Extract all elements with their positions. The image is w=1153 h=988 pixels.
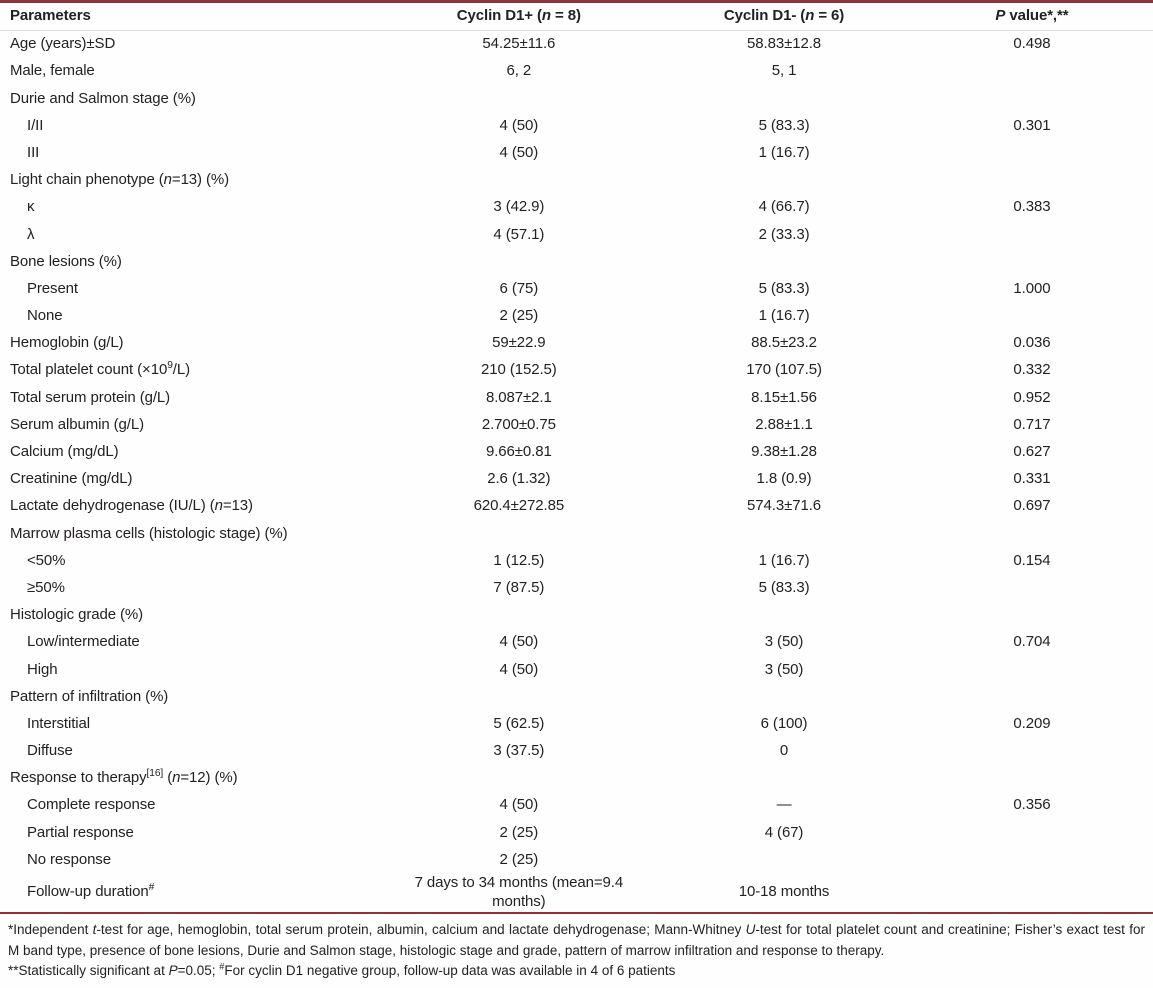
cyclin-d1-positive-cell: 8.087±2.1 (485, 388, 552, 406)
p-value-cell: 0.697 (1013, 497, 1051, 515)
cyclin-d1-positive-cell: 7 (87.5) (493, 578, 545, 596)
cyclin-d1-positive-cell (380, 765, 657, 792)
cyclin-d1-negative-cell: 3 (50) (764, 660, 804, 678)
cyclin-d1-positive-cell (380, 167, 657, 194)
column-header-p-value: P value*,** (911, 3, 1153, 31)
table-row (0, 656, 1153, 683)
p-value-cell (911, 656, 1153, 683)
cyclin-d1-positive-cell: 9.66±0.81 (485, 443, 552, 461)
table-row (0, 874, 1153, 912)
cyclin-d1-negative-cell: 5 (83.3) (758, 279, 810, 297)
column-header-cyclin-d1-negative: Cyclin D1- (n = 6) (657, 3, 911, 31)
cyclin-d1-positive-cell: 4 (50) (499, 660, 539, 678)
param-cell: Lactate dehydrogenase (IU/L) (n=13) (10, 497, 253, 515)
p-value-cell (911, 520, 1153, 547)
cyclin-d1-negative-cell: 88.5±23.2 (751, 334, 817, 352)
p-value-cell (911, 874, 1153, 912)
param-cell: Follow-up duration# (27, 882, 155, 901)
param-cell: Diffuse (27, 742, 73, 760)
cyclin-d1-negative-cell: 2 (33.3) (758, 225, 810, 243)
p-value-cell: 0.301 (1013, 116, 1051, 134)
p-value-cell: 0.717 (1013, 415, 1051, 433)
cyclin-d1-negative-cell: 1 (16.7) (758, 143, 810, 161)
table-row (0, 765, 1153, 792)
p-value-cell (911, 221, 1153, 248)
param-cell: Interstitial (27, 714, 90, 732)
table-row (0, 493, 1153, 520)
param-cell: Hemoglobin (g/L) (10, 334, 124, 352)
cyclin-d1-positive-cell: 3 (37.5) (493, 742, 545, 760)
table-row (0, 575, 1153, 602)
table-row (0, 684, 1153, 711)
cyclin-d1-positive-cell: 2 (25) (499, 850, 539, 868)
p-value-cell (911, 249, 1153, 276)
cyclin-d1-negative-cell: 574.3±71.6 (747, 497, 822, 515)
p-value-cell (911, 847, 1153, 874)
footnote-significance: **Statistically significant at P=0.05; #For cyclin D1 negative group, follow-up data was available in 4 of 6 patients (8, 961, 676, 979)
footnote-statistical-tests: *Independent t-test for age, hemoglobin, total serum protein, albumin, calcium and lactate dehydrogenase; Mann-Whitney U-test for total platelet count and creatinine; Fisher’s exact test for M band type, presence of bone lesions, Durie and Salmon stage, histologic stage and grade, pattern of marrow infiltration and response to therapy. (8, 922, 1145, 958)
param-cell: Male, female (10, 62, 95, 80)
table-row (0, 194, 1153, 221)
cyclin-d1-positive-cell: 210 (152.5) (481, 361, 557, 379)
cyclin-d1-positive-cell: 4 (50) (499, 143, 539, 161)
cyclin-d1-negative-cell: 170 (107.5) (746, 361, 822, 379)
p-value-cell: 0.356 (1013, 796, 1051, 814)
p-value-cell (911, 58, 1153, 85)
p-value-cell (911, 738, 1153, 765)
table-row (0, 221, 1153, 248)
cyclin-d1-negative-cell (657, 249, 911, 276)
cyclin-d1-positive-cell: 6, 2 (506, 62, 532, 80)
param-cell: Complete response (27, 796, 156, 814)
cyclin-d1-negative-cell: 9.38±1.28 (751, 443, 817, 461)
cyclin-d1-negative-cell: 4 (66.7) (758, 198, 810, 216)
table-header (0, 3, 1153, 31)
param-cell: No response (27, 850, 111, 868)
p-value-cell: 0.036 (1013, 334, 1051, 352)
param-cell: High (27, 660, 58, 678)
table-row (0, 167, 1153, 194)
p-value-cell (911, 85, 1153, 112)
table-row (0, 602, 1153, 629)
cyclin-d1-positive-cell (380, 602, 657, 629)
p-value-cell (911, 303, 1153, 330)
cyclin-d1-negative-cell: 1 (16.7) (758, 551, 810, 569)
p-value-cell (911, 684, 1153, 711)
param-cell: I/II (27, 116, 44, 134)
patient-characteristics-table (0, 3, 1153, 911)
p-value-cell: 0.704 (1013, 633, 1051, 651)
table-body (0, 31, 1153, 912)
cyclin-d1-positive-cell: 4 (57.1) (493, 225, 545, 243)
cyclin-d1-positive-cell: 2.6 (1.32) (487, 470, 551, 488)
cyclin-d1-negative-cell: 10-18 months (738, 883, 830, 901)
param-cell: Age (years)±SD (10, 35, 116, 53)
cyclin-d1-positive-cell: 7 days to 34 months (mean=9.4 months) (414, 873, 624, 910)
cyclin-d1-positive-cell: 6 (75) (499, 279, 539, 297)
cyclin-d1-positive-cell: 5 (62.5) (493, 714, 545, 732)
param-cell: Durie and Salmon stage (%) (10, 89, 196, 107)
param-cell: Light chain phenotype (n=13) (%) (10, 171, 230, 189)
table-row (0, 357, 1153, 384)
cyclin-d1-negative-cell: 4 (67) (764, 823, 804, 841)
cyclin-d1-positive-cell: 2.700±0.75 (481, 415, 556, 433)
cyclin-d1-positive-cell: 4 (50) (499, 116, 539, 134)
table-row (0, 58, 1153, 85)
param-cell: Present (27, 279, 78, 297)
table-row (0, 711, 1153, 738)
param-cell: Partial response (27, 823, 134, 841)
cyclin-d1-negative-cell (657, 765, 911, 792)
param-cell: ≥50% (27, 578, 65, 596)
column-header-parameters: Parameters (0, 3, 380, 31)
cyclin-d1-positive-cell: 1 (12.5) (493, 551, 545, 569)
cyclin-d1-positive-cell: 54.25±11.6 (482, 35, 556, 53)
table-row (0, 85, 1153, 112)
param-cell: Total platelet count $(\times 10^9/L)$ (10, 360, 190, 379)
table-row (0, 249, 1153, 276)
cyclin-d1-negative-cell (657, 167, 911, 194)
p-value-cell (911, 819, 1153, 846)
param-cell: Total serum protein (g/L) (10, 388, 171, 406)
param-cell: Pattern of infiltration (%) (10, 687, 169, 705)
cyclin-d1-positive-cell: 2 (25) (499, 823, 539, 841)
p-value-cell: 0.154 (1013, 551, 1051, 569)
param-cell: Marrow plasma cells (histologic stage) (%) (10, 524, 288, 542)
cyclin-d1-negative-cell: 1.8 (0.9) (756, 470, 812, 488)
cyclin-d1-negative-cell (657, 602, 911, 629)
cyclin-d1-positive-cell (380, 684, 657, 711)
table-row (0, 412, 1153, 439)
p-value-cell: 0.627 (1013, 443, 1051, 461)
header-row (0, 3, 1153, 31)
cyclin-d1-negative-cell: 6 (100) (760, 714, 808, 732)
p-value-cell: 0.209 (1013, 714, 1051, 732)
table-row (0, 330, 1153, 357)
table-row (0, 792, 1153, 819)
cyclin-d1-positive-cell (380, 520, 657, 547)
p-value-cell (911, 167, 1153, 194)
column-header-cyclin-d1-positive: Cyclin D1+ (n = 8) (380, 3, 657, 31)
param-cell: <50% (27, 551, 66, 569)
table-row (0, 819, 1153, 846)
cyclin-d1-negative-cell: 58.83±12.8 (747, 35, 822, 53)
p-value-cell: 1.000 (1013, 279, 1051, 297)
cyclin-d1-negative-cell: — (776, 796, 792, 814)
p-value-cell (911, 140, 1153, 167)
cyclin-d1-negative-cell (657, 684, 911, 711)
cyclin-d1-positive-cell: 59±22.9 (492, 334, 546, 352)
p-value-cell: 0.331 (1013, 470, 1051, 488)
cyclin-d1-negative-cell: 5 (83.3) (758, 116, 810, 134)
cyclin-d1-negative-cell: 2.88±1.1 (755, 415, 813, 433)
cyclin-d1-negative-cell: 5 (83.3) (758, 578, 810, 596)
table-row (0, 629, 1153, 656)
table-footnotes (0, 912, 1153, 982)
table-row (0, 738, 1153, 765)
p-value-cell: 0.498 (1013, 35, 1051, 53)
table-row (0, 847, 1153, 874)
table-row (0, 303, 1153, 330)
cyclin-d1-positive-cell (380, 85, 657, 112)
table-row (0, 548, 1153, 575)
cyclin-d1-negative-cell: 0 (779, 742, 789, 760)
param-cell: Serum albumin (g/L) (10, 415, 144, 433)
table-row (0, 439, 1153, 466)
cyclin-d1-positive-cell: 620.4±272.85 (473, 497, 565, 515)
table-row (0, 113, 1153, 140)
param-cell: κ (27, 198, 35, 216)
cyclin-d1-negative-cell (657, 85, 911, 112)
p-value-cell: 0.952 (1013, 388, 1051, 406)
p-value-cell: 0.383 (1013, 198, 1051, 216)
cyclin-d1-positive-cell: 2 (25) (499, 307, 539, 325)
param-cell: λ (27, 225, 35, 243)
cyclin-d1-negative-cell (657, 520, 911, 547)
cyclin-d1-negative-cell (657, 847, 911, 874)
param-cell: Histologic grade (%) (10, 606, 144, 624)
table-row (0, 466, 1153, 493)
param-cell: III (27, 143, 40, 161)
p-value-cell (911, 602, 1153, 629)
cyclin-d1-positive-cell: 4 (50) (499, 633, 539, 651)
param-cell: Bone lesions (%) (10, 252, 122, 270)
cyclin-d1-positive-cell: 4 (50) (499, 796, 539, 814)
p-value-cell (911, 575, 1153, 602)
table-row (0, 384, 1153, 411)
param-cell: None (27, 307, 63, 325)
param-cell: Response to therapy[16] (n=12) (%) (10, 768, 238, 787)
cyclin-d1-positive-cell: 3 (42.9) (493, 198, 545, 216)
param-cell: Calcium (mg/dL) (10, 443, 119, 461)
table-row (0, 520, 1153, 547)
cyclin-d1-negative-cell: 5, 1 (771, 62, 797, 80)
p-value-cell (911, 765, 1153, 792)
table-row (0, 31, 1153, 59)
param-cell: Creatinine (mg/dL) (10, 470, 133, 488)
cyclin-d1-negative-cell: 3 (50) (764, 633, 804, 651)
cyclin-d1-negative-cell: 8.15±1.56 (751, 388, 817, 406)
table-row (0, 140, 1153, 167)
p-value-cell: 0.332 (1013, 361, 1051, 379)
cyclin-d1-negative-cell: 1 (16.7) (758, 307, 810, 325)
table-row (0, 276, 1153, 303)
param-cell: Low/intermediate (27, 633, 140, 651)
cyclin-d1-positive-cell (380, 249, 657, 276)
